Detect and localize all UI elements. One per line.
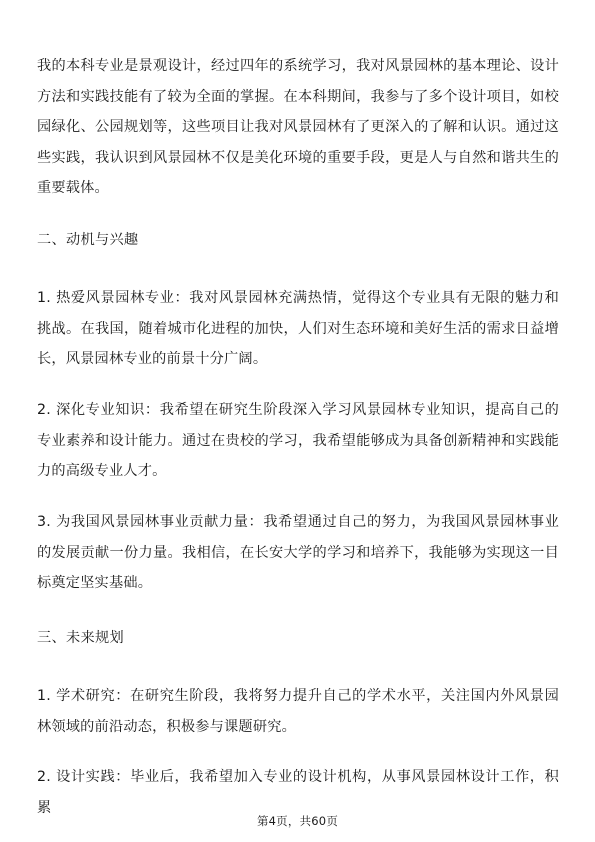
section-heading-motivation: 二、动机与兴趣 <box>37 232 139 248</box>
future-plan-item-1: 1. 学术研究：在研究生阶段，我将努力提升自己的学术水平，关注国内外风景园林领域的前沿动态，积极参与课题研究。 <box>37 688 559 735</box>
motivation-item-3: 3. 为我国风景园林事业贡献力量：我希望通过自己的努力，为我国风景园林事业的发展贡献一份力量。我相信，在长安大学的学习和培养下，我能够为实现这一目标奠定坚实基础。 <box>37 514 559 592</box>
motivation-item-1: 1. 热爱风景园林专业：我对风景园林充满热情，觉得这个专业具有无限的魅力和挑战。在我国，随着城市化进程的加快，人们对生态环境和美好生活的需求日益增长，风景园林专业的前景十分广阔。 <box>37 290 559 368</box>
future-plan-item-2: 2. 设计实践：毕业后，我希望加入专业的设计机构，从事风景园林设计工作，积累 <box>37 769 559 816</box>
page-number-footer: 第4页，共60页 <box>256 814 339 828</box>
motivation-item-2: 2. 深化专业知识：我希望在研究生阶段深入学习风景园林专业知识，提高自己的专业素养和设计能力。通过在贵校的学习，我希望能够成为具备创新精神和实践能力的高级专业人才。 <box>37 402 559 480</box>
section-heading-future-plans: 三、未来规划 <box>37 630 124 646</box>
intro-paragraph: 我的本科专业是景观设计，经过四年的系统学习，我对风景园林的基本理论、设计方法和实践技能有了较为全面的掌握。在本科期间，我参与了多个设计项目，如校园绿化、公园规划等，这些项目让我对风景园林有了更深入的了解和认识。通过这些实践，我认识到风景园林不仅是美化环境的重要手段，更是人与自然和谐共生的重要载体。 <box>37 58 559 197</box>
